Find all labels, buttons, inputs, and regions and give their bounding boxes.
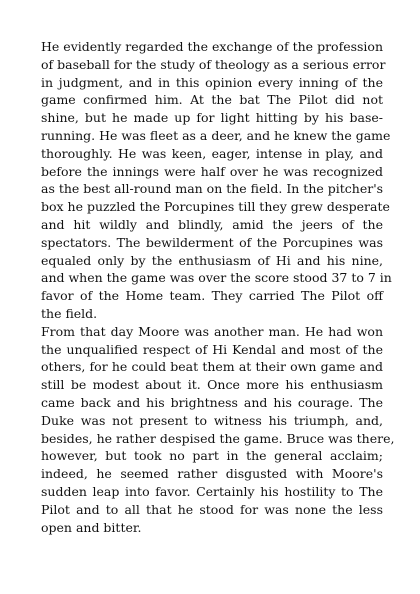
text-line: indeed, he seemed rather disgusted with Moore's [41,466,383,482]
text-line: game confirmed him. At the bat The Pilot did not [41,92,383,108]
text-line: however, but took no part in the general acclaim; [41,448,383,464]
document-page [41,38,395,536]
text-line: and when the game was over the score stood 37 to 7 in [41,270,392,286]
paragraph-1 [41,38,392,323]
text-line: came back and his brightness and his courage. The [41,394,383,410]
text-line: in judgment, and in this opinion every inning of the [41,74,383,90]
text-line: and hit wildly and blindly, amid the jeers of the [41,216,383,232]
text-line: others, for he could beat them at their own game and [41,359,383,375]
text-line: spectators. The bewilderment of the Porcupines was [41,234,383,250]
text-line: sudden leap into favor. Certainly his hostility to The [41,483,383,499]
text-line: before the innings were half over he was recognized [41,163,383,179]
text-line: box he puzzled the Porcupines till they grew desperate [41,199,390,215]
text-line: open and bitter. [41,519,142,535]
text-line: the field. [41,305,98,321]
paragraph-2 [41,323,395,537]
text-line: the unqualified respect of Hi Kendal and most of the [41,341,383,357]
text-line: as the best all-round man on the field. In the pitcher's [41,181,384,197]
text-line: Duke was not present to witness his triumph, and, [41,412,383,428]
text-line: thoroughly. He was keen, eager, intense in play, and [41,145,383,161]
text-line: shine, but he made up for light hitting by his base- [41,110,383,126]
text-line: Pilot and to all that he stood for was none the less [41,501,383,517]
text-line: He evidently regarded the exchange of the profession [41,39,383,54]
text-line: of baseball for the study of theology as a serious error [41,56,386,72]
text-line: From that day Moore was another man. He had won [41,323,383,339]
text-line: equaled only by the enthusiasm of Hi and his nine, [41,252,383,268]
text-line: still be modest about it. Once more his enthusiasm [41,377,383,393]
text-line: besides, he rather despised the game. Bruce was there, [41,430,395,446]
text-line: running. He was fleet as a deer, and he knew the game [41,127,391,143]
text-line: favor of the Home team. They carried The Pilot off [41,288,383,304]
